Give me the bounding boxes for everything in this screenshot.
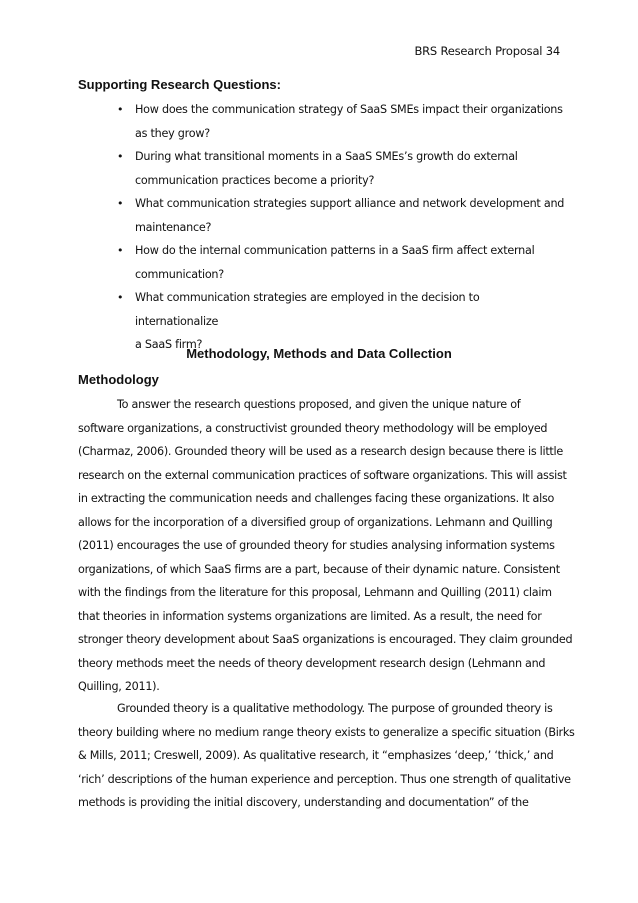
question-text-line: communication? bbox=[135, 267, 224, 281]
bullet-icon: • bbox=[117, 244, 124, 257]
paragraph-line: allows for the incorporation of a diversified group of organizations. Lehmann and Quilling bbox=[78, 515, 553, 529]
question-bullet-item bbox=[0, 145, 638, 192]
question-bullet-item bbox=[0, 98, 638, 145]
question-text-line: a SaaS firm? bbox=[135, 338, 203, 351]
question-text-line: communication practices become a priority? bbox=[135, 173, 375, 187]
paragraph-line: theory building where no medium range theory exists to generalize a specific situation (Birks bbox=[78, 725, 575, 739]
paragraph-line: Grounded theory is a qualitative methodology. The purpose of grounded theory is bbox=[117, 702, 553, 715]
bullet-icon: • bbox=[117, 150, 124, 163]
paragraph-line: (2011) encourages the use of grounded theory for studies analysing information systems bbox=[78, 539, 555, 552]
supporting-questions-list bbox=[0, 98, 638, 357]
supporting-questions-heading: Supporting Research Questions: bbox=[78, 77, 281, 92]
question-text-line: as they grow? bbox=[135, 126, 210, 140]
bullet-icon: • bbox=[117, 197, 124, 210]
question-text-line: During what transitional moments in a SaaS SMEs’s growth do external bbox=[135, 150, 518, 163]
paragraph-line: methods is providing the initial discovery, understanding and documentation” of the bbox=[78, 796, 529, 809]
question-text-line: How do the internal communication patterns in a SaaS firm affect external bbox=[135, 244, 535, 257]
paragraph-line: with the findings from the literature for this proposal, Lehmann and Quilling (2011) claim bbox=[78, 586, 552, 599]
question-bullet-item bbox=[0, 192, 638, 239]
bullet-icon: • bbox=[117, 291, 124, 304]
paragraph-line: organizations, of which SaaS firms are a part, because of their dynamic nature. Consistent bbox=[78, 562, 560, 576]
paragraph-line: stronger theory development about SaaS organizations is encouraged. They claim grounded bbox=[78, 633, 573, 646]
paragraph-line: research on the external communication practices of software organizations. This will assist bbox=[78, 468, 567, 482]
bullet-icon: • bbox=[117, 103, 124, 116]
paragraph-methodology-2 bbox=[78, 697, 575, 815]
paragraph-line: theory methods meet the needs of theory development research design (Lehmann and bbox=[78, 656, 546, 670]
section-heading: Methodology, Methods and Data Collection bbox=[186, 346, 452, 361]
paragraph-line: in extracting the communication needs and challenges facing these organizations. It also bbox=[78, 492, 555, 505]
running-header: BRS Research Proposal 34 bbox=[414, 44, 560, 58]
question-text-line: What communication strategies support alliance and network development and bbox=[135, 197, 565, 210]
paragraph-line: ‘rich’ descriptions of the human experience and perception. Thus one strength of qualitative bbox=[78, 772, 571, 786]
paragraph-line: To answer the research questions proposed, and given the unique nature of bbox=[117, 398, 521, 411]
methodology-subheading: Methodology bbox=[78, 372, 159, 387]
question-text-line: maintenance? bbox=[135, 220, 212, 234]
paragraph-methodology-1 bbox=[78, 393, 573, 699]
question-text-line: How does the communication strategy of SaaS SMEs impact their organizations bbox=[135, 103, 563, 116]
paragraph-line: & Mills, 2011; Creswell, 2009). As qualitative research, it “emphasizes ‘deep,’ ‘thick,’ and bbox=[78, 749, 554, 762]
paragraph-line: (Charmaz, 2006). Grounded theory will be used as a research design because there is little bbox=[78, 445, 563, 458]
paragraph-line: software organizations, a constructivist grounded theory methodology will be employed bbox=[78, 421, 548, 435]
question-text-line: What communication strategies are employed in the decision to internationalize bbox=[135, 291, 480, 328]
question-bullet-item bbox=[0, 239, 638, 286]
paragraph-line: that theories in information systems organizations are limited. As a result, the need for bbox=[78, 609, 542, 623]
paragraph-line: Quilling, 2011). bbox=[78, 680, 160, 693]
